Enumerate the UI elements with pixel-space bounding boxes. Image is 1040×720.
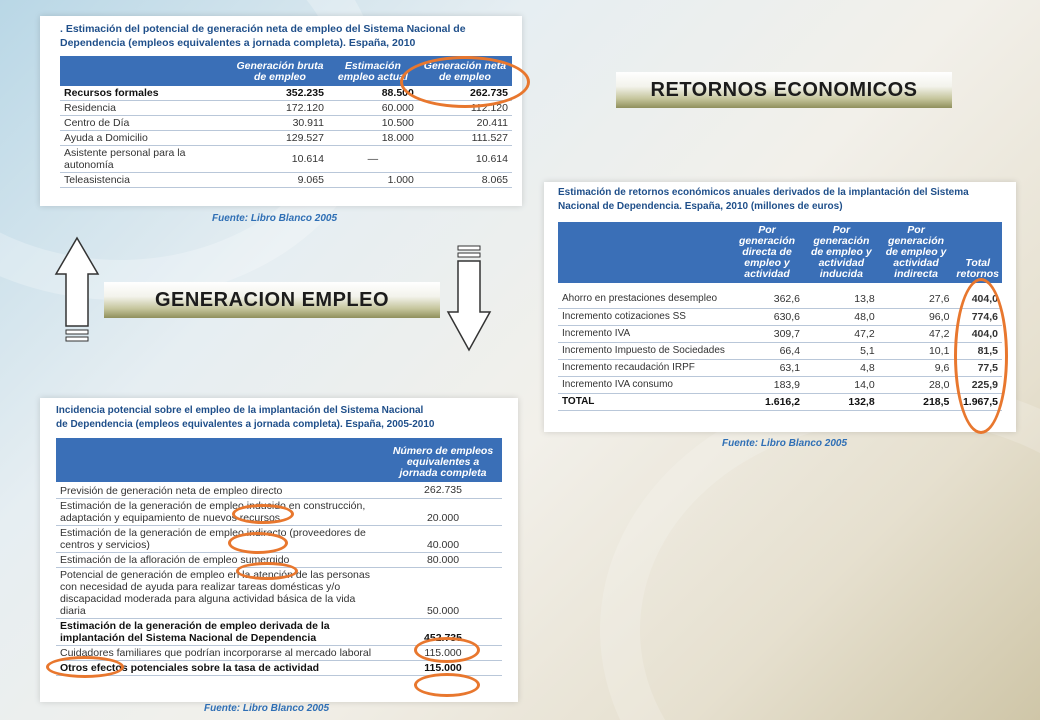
table2-source: Fuente: Libro Blanco 2005 xyxy=(722,438,848,449)
highlight-ellipse xyxy=(414,673,480,697)
table-cell: 10.500 xyxy=(328,116,418,131)
table-header-row xyxy=(56,438,502,482)
table-cell: 112.120 xyxy=(418,101,512,116)
table-header-cell: Generación bruta de empleo xyxy=(232,56,328,86)
table-row xyxy=(558,291,1002,308)
table-cell: 129.527 xyxy=(232,131,328,146)
table-cell: 18.000 xyxy=(328,131,418,146)
table-header-cell: Generación neta de empleo xyxy=(418,56,512,86)
table-cell: 28,0 xyxy=(879,376,954,393)
table-cell: 30.911 xyxy=(232,116,328,131)
table3-source: Fuente: Libro Blanco 2005 xyxy=(204,703,330,714)
table-cell: 630,6 xyxy=(730,308,804,325)
table-cell: Teleasistencia xyxy=(60,173,232,188)
table2-title-line2: Nacional de Dependencia. España, 2010 (millones de euros) xyxy=(558,201,843,212)
table-cell: 4,8 xyxy=(804,359,879,376)
table-cell: Asistente personal para la autonomía xyxy=(60,146,232,173)
table1-source: Fuente: Libro Blanco 2005 xyxy=(212,213,338,224)
highlight-ellipse xyxy=(414,637,480,663)
table-cell: 9,6 xyxy=(879,359,954,376)
table-cell: Residencia xyxy=(60,101,232,116)
table-row xyxy=(558,308,1002,325)
table-cell: 10,1 xyxy=(879,342,954,359)
table-cell: 13,8 xyxy=(804,291,879,308)
table-cell: Estimación de la afloración de empleo sumergido xyxy=(56,553,384,568)
highlight-ellipse xyxy=(236,562,298,580)
table-cell: 1.616,2 xyxy=(730,393,804,410)
table-cell: 50.000 xyxy=(384,568,502,619)
table-cell: 225,9 xyxy=(953,376,1002,393)
highlight-ellipse xyxy=(46,656,124,678)
table-header-cell: Número de empleos equivalentes a jornada completa xyxy=(384,438,502,482)
table-cell: 404,0 xyxy=(953,291,1002,308)
table-cell: 10.614 xyxy=(418,146,512,173)
table-cell: 47,2 xyxy=(804,325,879,342)
highlight-ellipse xyxy=(232,504,294,524)
table-header-cell xyxy=(56,438,384,482)
economic-returns-table xyxy=(558,222,1002,411)
table-cell: Previsión de generación neta de empleo directo xyxy=(56,482,384,499)
table-spacer-row xyxy=(558,283,1002,291)
table-total-row xyxy=(558,393,1002,410)
table-cell: 88.500 xyxy=(328,86,418,101)
table-cell: 27,6 xyxy=(879,291,954,308)
table-cell: 66,4 xyxy=(730,342,804,359)
table-cell: Incremento IVA consumo xyxy=(558,376,730,393)
table-cell: 81,5 xyxy=(953,342,1002,359)
highlight-ellipse xyxy=(954,278,1008,434)
table-cell: 172.120 xyxy=(232,101,328,116)
table-row xyxy=(60,146,512,173)
table-row xyxy=(558,342,1002,359)
table1-title-line1: . Estimación del potencial de generación neta de empleo del Sistema Nacional de xyxy=(60,23,466,35)
highlight-ellipse xyxy=(400,56,530,108)
table2-title-line1: Estimación de retornos económicos anuales derivados de la implantación del Sistema xyxy=(558,187,969,198)
table-cell: Ahorro en prestaciones desempleo xyxy=(558,291,730,308)
table-cell: Estimación de la generación de empleo inducido en construcción, adaptación y equipamiento de nuevos recursos xyxy=(56,499,384,526)
table-header-cell xyxy=(558,222,730,283)
table-row xyxy=(60,173,512,188)
table-cell: — xyxy=(328,146,418,173)
table-row xyxy=(60,131,512,146)
arrow-up-icon xyxy=(52,234,102,346)
table-header-cell: Por generación de empleo y actividad indirecta xyxy=(879,222,954,283)
table-cell: 404,0 xyxy=(953,325,1002,342)
table-cell: TOTAL xyxy=(558,393,730,410)
table-cell: 9.065 xyxy=(232,173,328,188)
table-cell: Otros efectos potenciales sobre la tasa de actividad xyxy=(56,661,384,676)
table-header-cell xyxy=(60,56,232,86)
table-cell: Estimación de la generación de empleo derivada de la implantación del Sistema Nacional de Dependencia xyxy=(56,619,384,646)
table-header-cell: Por generación de empleo y actividad inducida xyxy=(804,222,879,283)
table-cell: 63,1 xyxy=(730,359,804,376)
table-cell: 14,0 xyxy=(804,376,879,393)
table-cell: Estimación de la generación de empleo indirecto (proveedores de centros y servicios) xyxy=(56,526,384,553)
economic-returns-table-card xyxy=(544,182,1016,432)
table-cell: 218,5 xyxy=(879,393,954,410)
table-cell: 262.735 xyxy=(384,482,502,499)
table-cell: 8.065 xyxy=(418,173,512,188)
table-cell: Centro de Día xyxy=(60,116,232,131)
table-cell: 183,9 xyxy=(730,376,804,393)
table-cell: 96,0 xyxy=(879,308,954,325)
table-cell: 40.000 xyxy=(384,526,502,553)
table-cell: 774,6 xyxy=(953,308,1002,325)
table-cell: Cuidadores familiares que podrían incorporarse al mercado laboral xyxy=(56,646,384,661)
table-cell: 111.527 xyxy=(418,131,512,146)
table-cell: 1.000 xyxy=(328,173,418,188)
table-cell: 80.000 xyxy=(384,553,502,568)
table-row xyxy=(558,376,1002,393)
table-cell: 10.614 xyxy=(232,146,328,173)
arrow-down-icon xyxy=(444,244,494,356)
table-cell: Potencial de generación de empleo en la atención de las personas con necesidad de ayuda para realizar tareas domésticas y/o discapacidad moderada para alguna actividad básica de la vida diaria xyxy=(56,568,384,619)
retornos-economicos-banner: RETORNOS ECONOMICOS xyxy=(616,72,952,108)
table-cell: 115.000 xyxy=(384,661,502,676)
table-header-row xyxy=(558,222,1002,283)
table-cell: 60.000 xyxy=(328,101,418,116)
table-cell: Incremento recaudación IRPF xyxy=(558,359,730,376)
table-cell: Incremento Impuesto de Sociedades xyxy=(558,342,730,359)
table-cell: 262.735 xyxy=(418,86,512,101)
table-cell: Recursos formales xyxy=(60,86,232,101)
table-row xyxy=(56,482,502,499)
table3-title-line1: Incidencia potencial sobre el empleo de la implantación del Sistema Nacional xyxy=(56,405,424,416)
table-cell: 115.000 xyxy=(384,646,502,661)
table-row xyxy=(558,359,1002,376)
table-row xyxy=(60,116,512,131)
table-header-cell: Estimación empleo actual xyxy=(328,56,418,86)
table-cell: 362,6 xyxy=(730,291,804,308)
table-cell: Incremento IVA xyxy=(558,325,730,342)
table-cell: 77,5 xyxy=(953,359,1002,376)
table-cell: Incremento cotizaciones SS xyxy=(558,308,730,325)
employment-net-generation-table-card xyxy=(40,16,522,206)
table-header-cell: Total retornos xyxy=(953,222,1002,283)
table-cell: 20.411 xyxy=(418,116,512,131)
table-cell: Ayuda a Domicilio xyxy=(60,131,232,146)
table-cell: 1.967,5 xyxy=(953,393,1002,410)
generacion-empleo-banner: GENERACION EMPLEO xyxy=(104,282,440,318)
table-row xyxy=(558,325,1002,342)
table3-title-line2: de Dependencia (empleos equivalentes a jornada completa). España, 2005-2010 xyxy=(56,419,435,430)
table-cell: 309,7 xyxy=(730,325,804,342)
table-cell: 20.000 xyxy=(384,499,502,526)
table1-title-line2: Dependencia (empleos equivalentes a jornada completa). España, 2010 xyxy=(60,37,416,49)
highlight-ellipse xyxy=(228,532,288,554)
table-header-cell: Por generación directa de empleo y actividad xyxy=(730,222,804,283)
table-cell: 5,1 xyxy=(804,342,879,359)
table-cell: 452.735 xyxy=(384,619,502,646)
table-cell: 48,0 xyxy=(804,308,879,325)
table-cell: 47,2 xyxy=(879,325,954,342)
table-cell: 352.235 xyxy=(232,86,328,101)
table-cell: 132,8 xyxy=(804,393,879,410)
